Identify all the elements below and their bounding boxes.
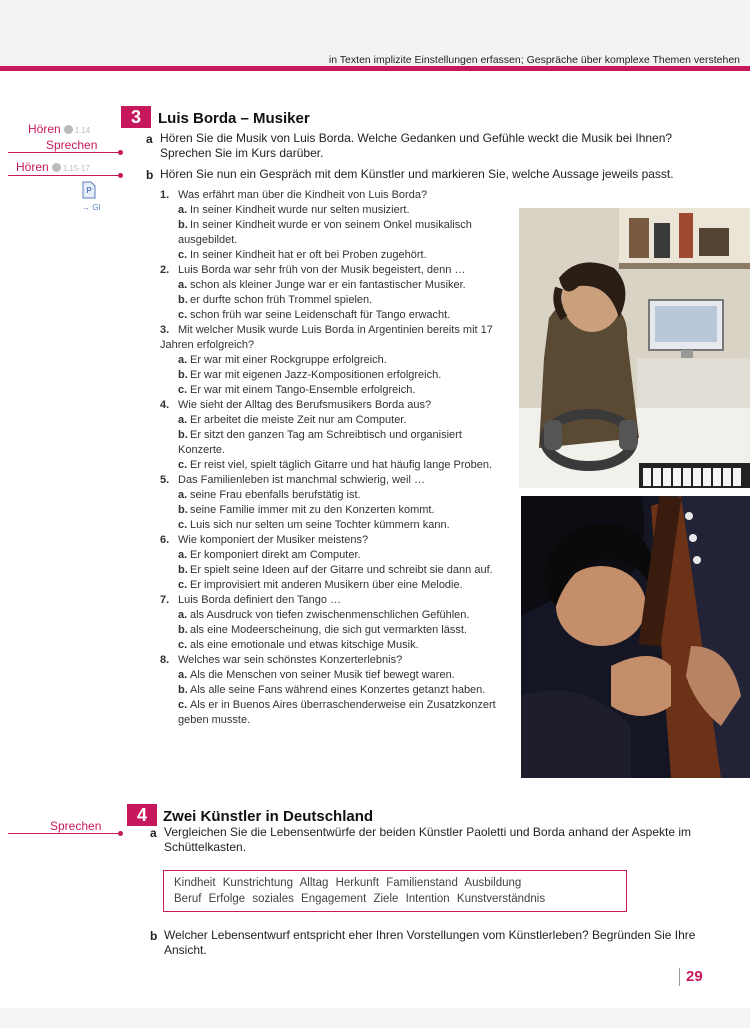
sidebar-rule [8,175,120,176]
question-label: Mit welcher Musik wurde Luis Borda in Argentinien bereits mit 17 Jahren erfolgreich? [160,324,493,351]
cd-icon [64,125,73,134]
answer-text: Luis sich nur selten um seine Tochter kümmern kann. [190,519,450,531]
answer-letter: b. [178,219,188,231]
answer-letter: c. [178,639,188,651]
task-label-a: a [146,132,153,146]
sidebar-hoeren-label: Hören [28,122,61,136]
answer-letter: c. [178,459,188,471]
answer-letter: a. [178,279,188,291]
sidebar-sprechen-1: Sprechen [46,138,98,152]
answer-option[interactable] [160,368,512,383]
answer-letter: c. [178,384,188,396]
question-item [160,323,512,398]
answer-text: Als alle seine Fans während eines Konzertes getanzt haben. [190,684,486,696]
svg-text:P: P [86,186,92,195]
sidebar-dot [118,831,123,836]
photo-musician-studio [519,208,750,488]
question-number: 4. [160,399,170,411]
answer-letter: c. [178,519,188,531]
answer-text: seine Familie immer mit zu den Konzerten kommt. [190,504,435,516]
question-label: Das Familienleben ist manchmal schwierig, weil … [178,474,425,486]
question-item [160,398,512,473]
answer-text: Er spielt seine Ideen auf der Gitarre und schreibt sie dann auf. [190,564,493,576]
answer-text: schon als kleiner Junge war er ein fantastischer Musiker. [190,279,466,291]
portfolio-icon [81,181,97,204]
question-item [160,263,512,323]
answer-option[interactable] [160,218,512,248]
question-item [160,653,512,728]
word-box [163,870,627,912]
question-number: 5. [160,474,170,486]
task-b-text: Hören Sie nun ein Gespräch mit dem Künstler und markieren Sie, welche Aussage jeweils passt. [160,167,674,181]
answer-text: Er improvisiert mit anderen Musikern über eine Melodie. [190,579,463,591]
cd-icon [52,163,61,172]
answer-text: In seiner Kindheit wurde er von seinem Onkel musikalisch ausgebildet. [178,219,472,246]
answer-text: Er reist viel, spielt täglich Gitarre und hat häufig lange Proben. [190,459,493,471]
answer-option[interactable] [160,668,512,683]
answer-text: Er komponiert direkt am Computer. [190,549,361,561]
question-label: Luis Borda definiert den Tango … [178,594,342,606]
question-label: Wie sieht der Alltag des Berufsmusikers Borda aus? [178,399,432,411]
answer-option[interactable] [160,293,512,308]
sidebar-hoeren-1 [28,122,90,136]
answer-option[interactable] [160,383,512,398]
section-number: 3 [121,106,151,128]
photo-guitarist [521,496,750,778]
sidebar-sprechen-2: Sprechen [50,819,102,833]
page-number-divider [679,968,680,986]
question-label: Luis Borda war sehr früh von der Musik begeistert, denn … [178,264,466,276]
answer-option[interactable] [160,548,512,563]
answer-option[interactable] [160,203,512,218]
question-item [160,593,512,653]
question-text [160,593,512,608]
answer-text: als Ausdruck von tiefen zwischenmenschlichen Gefühlen. [190,609,470,621]
bottom-band [0,1008,750,1028]
answer-option[interactable] [160,503,512,518]
question-text [160,653,512,668]
task-label-a: a [150,826,157,840]
answer-text: Er war mit einer Rockgruppe erfolgreich. [190,354,387,366]
answer-option[interactable] [160,698,512,728]
answer-option[interactable] [160,683,512,698]
sidebar-hoeren-2 [16,160,90,174]
answer-letter: b. [178,504,188,516]
answer-letter: a. [178,669,188,681]
question-label: Wie komponiert der Musiker meistens? [178,534,369,546]
sidebar-hoeren-label: Hören [16,160,49,174]
question-number: 6. [160,534,170,546]
answer-option[interactable] [160,458,512,473]
answer-option[interactable] [160,428,512,458]
answer-option[interactable] [160,248,512,263]
track-number: 1.15-17 [62,164,90,173]
task-label-b: b [150,929,158,943]
answer-option[interactable] [160,563,512,578]
answer-letter: a. [178,204,188,216]
answer-text: Er war mit eigenen Jazz-Kompositionen erfolgreich. [190,369,442,381]
sidebar-dot [118,173,123,178]
answer-option[interactable] [160,578,512,593]
question-number: 7. [160,594,170,606]
answer-letter: a. [178,609,188,621]
answer-text: In seiner Kindheit hat er oft bei Proben zugehört. [190,249,427,261]
question-item [160,188,512,263]
question-number: 8. [160,654,170,666]
track-number: 1.14 [74,126,91,135]
question-item [160,533,512,593]
question-label: Welches war sein schönstes Konzerterlebnis? [178,654,403,666]
answer-letter: a. [178,354,188,366]
answer-letter: c. [178,249,188,261]
word-box-row: Kindheit Kunstrichtung Alltag Herkunft Familienstand Ausbildung [174,877,522,889]
section-number: 4 [127,804,157,826]
question-text [160,323,512,353]
question-label: Was erfährt man über die Kindheit von Luis Borda? [178,189,428,201]
answer-option[interactable] [160,623,512,638]
sidebar-rule [8,833,120,834]
portfolio-reference: → GI [82,203,101,212]
answer-text: seine Frau ebenfalls berufstätig ist. [190,489,361,501]
page-subtitle: in Texten implizite Einstellungen erfassen; Gespräche über komplexe Themen verstehen [328,54,740,66]
answer-option[interactable] [160,308,512,323]
answer-text: als eine Modeerscheinung, die sich gut vermarkten lässt. [190,624,467,636]
answer-letter: b. [178,624,188,636]
question-list [160,188,512,728]
section-title: Zwei Künstler in Deutschland [163,808,374,825]
sidebar-rule [8,152,120,153]
header-rule [0,66,750,71]
answer-letter: b. [178,294,188,306]
answer-letter: b. [178,684,188,696]
question-number: 1. [160,189,170,201]
answer-text: Er arbeitet die meiste Zeit nur am Computer. [190,414,407,426]
answer-text: Als die Menschen von seiner Musik tief bewegt waren. [190,669,455,681]
answer-letter: c. [178,699,188,711]
answer-option[interactable] [160,608,512,623]
answer-text: Er war mit einem Tango-Ensemble erfolgreich. [190,384,416,396]
task-a-text: Vergleichen Sie die Lebensentwürfe der beiden Künstler Paoletti und Borda anhand der Aspekte im Schüttelkasten. [164,825,692,854]
answer-option[interactable] [160,278,512,293]
answer-text: als eine emotionale und etwas kitschige Musik. [190,639,419,651]
question-text [160,398,512,413]
sidebar-dot [118,150,123,155]
question-item [160,473,512,533]
question-text [160,473,512,488]
question-number: 3. [160,324,170,336]
word-box-row: Beruf Erfolge soziales Engagement Ziele Intention Kunstverständnis [174,893,546,905]
question-number: 2. [160,264,170,276]
answer-option[interactable] [160,518,512,533]
answer-letter: a. [178,414,188,426]
question-text [160,188,512,203]
answer-option[interactable] [160,353,512,368]
question-text [160,263,512,278]
answer-option[interactable] [160,413,512,428]
task-label-b: b [146,168,154,182]
answer-text: schon früh war seine Leidenschaft für Tango erwacht. [190,309,451,321]
answer-letter: c. [178,579,188,591]
answer-letter: b. [178,564,188,576]
question-text [160,533,512,548]
answer-letter: a. [178,489,188,501]
answer-text: Er sitzt den ganzen Tag am Schreibtisch und organisiert Konzerte. [178,429,462,456]
answer-letter: c. [178,309,188,321]
answer-letter: b. [178,369,188,381]
answer-option[interactable] [160,638,512,653]
task-a-text: Hören Sie die Musik von Luis Borda. Welche Gedanken und Gefühle weckt die Musik bei Ihnen? Sprechen Sie im Kurs darüber. [160,131,673,160]
answer-text: In seiner Kindheit wurde nur selten musiziert. [190,204,410,216]
answer-letter: b. [178,429,188,441]
answer-letter: a. [178,549,188,561]
section-title: Luis Borda – Musiker [158,110,310,127]
answer-text: Als er in Buenos Aires überraschenderweise ein Zusatzkonzert geben musste. [178,699,496,726]
page-number: 29 [686,968,703,985]
answer-option[interactable] [160,488,512,503]
task-b-text: Welcher Lebensentwurf entspricht eher Ihren Vorstellungen vom Künstlerleben? Begründen Sie Ihre Ansicht. [164,928,696,957]
answer-text: er durfte schon früh Trommel spielen. [190,294,373,306]
